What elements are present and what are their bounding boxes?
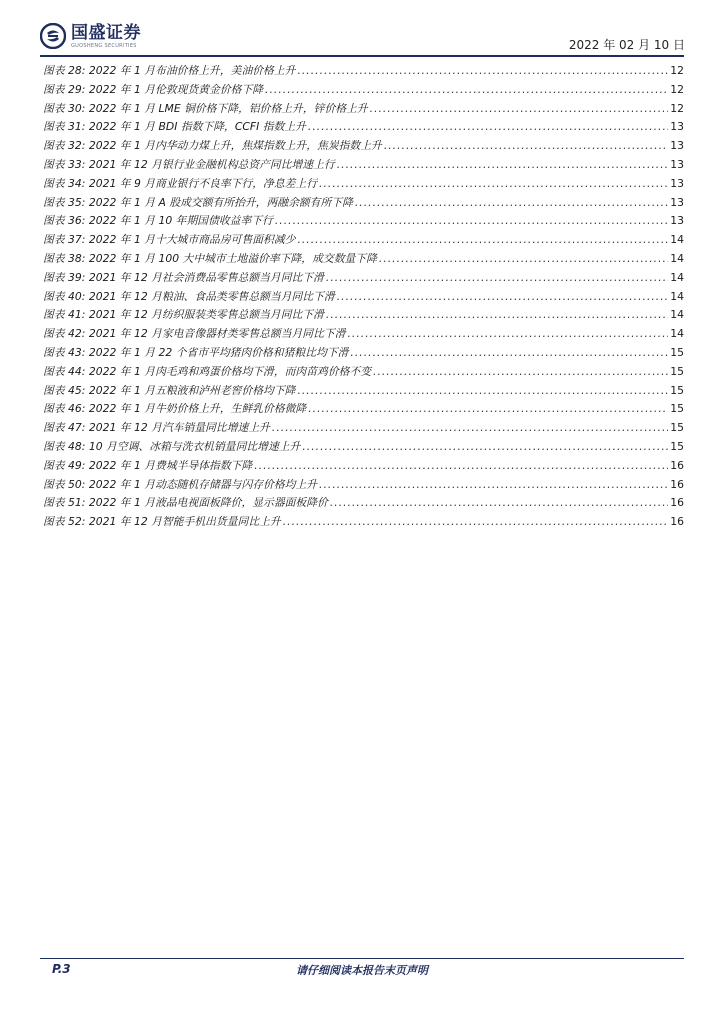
toc-entry[interactable]: [43, 383, 684, 402]
toc-leader-dots: [275, 214, 668, 227]
toc-entry-page: 15: [670, 364, 684, 378]
toc-entry-label: 图表 33: 2021 年 12 月银行业金融机构总资产同比增速上行: [43, 157, 335, 171]
toc-entry-page: 14: [670, 251, 684, 265]
toc-entry-page: 12: [670, 101, 684, 115]
footer-divider: [40, 958, 684, 959]
toc-entry-page: 13: [670, 120, 684, 134]
toc-entry-page: 15: [670, 439, 684, 453]
toc-entry[interactable]: [43, 251, 684, 270]
toc-entry-page: 15: [670, 383, 684, 397]
toc-leader-dots: [370, 102, 669, 115]
toc-entry-page: 15: [670, 402, 684, 416]
toc-entry[interactable]: [43, 495, 684, 514]
toc-entry[interactable]: [43, 63, 684, 82]
toc-entry-page: 15: [670, 421, 684, 435]
toc-leader-dots: [348, 327, 669, 340]
toc-leader-dots: [272, 421, 668, 434]
toc-leader-dots: [384, 139, 668, 152]
toc-entry-label: 图表 36: 2022 年 1 月 10 年期国债收益率下行: [43, 214, 273, 228]
toc-entry-label: 图表 46: 2022 年 1 月牛奶价格上升，生鲜乳价格微降: [43, 402, 307, 416]
toc-entry-label: 图表 48: 10 月空调、冰箱与洗衣机销量同比增速上升: [43, 439, 301, 453]
toc-leader-dots: [302, 440, 668, 453]
toc-entry-page: 13: [670, 195, 684, 209]
toc-entry-label: 图表 52: 2021 年 12 月智能手机出货量同比上升: [43, 515, 281, 529]
toc-entry[interactable]: [43, 157, 684, 176]
toc-entry[interactable]: [43, 439, 684, 458]
toc-entry-page: 14: [670, 327, 684, 341]
toc-entry-label: 图表 50: 2022 年 1 月动态随机存储器与闪存价格均上升: [43, 477, 318, 491]
toc-entry[interactable]: [43, 82, 684, 101]
toc-leader-dots: [308, 402, 668, 415]
toc-entry-label: 图表 30: 2022 年 1 月 LME 铜价格下降，铝价格上升，锌价格上升: [43, 101, 368, 115]
toc-entry[interactable]: [43, 138, 684, 157]
toc-entry-label: 图表 47: 2021 年 12 月汽车销量同比增速上升: [43, 421, 270, 435]
toc-entry-page: 14: [670, 270, 684, 284]
page-number: P.3: [52, 962, 71, 976]
toc-entry-page: 16: [670, 458, 684, 472]
toc-entry[interactable]: [43, 420, 684, 439]
toc-entry-page: 13: [670, 139, 684, 153]
toc-leader-dots: [297, 64, 668, 77]
toc-entry[interactable]: [43, 307, 684, 326]
toc-entry-page: 14: [670, 308, 684, 322]
toc-entry[interactable]: [43, 289, 684, 308]
toc-entry-label: 图表 28: 2022 年 1 月布油价格上升，美油价格上升: [43, 64, 296, 77]
toc-entry-label: 图表 31: 2022 年 1 月 BDI 指数下降，CCFI 指数上升: [43, 120, 306, 134]
toc-entry-label: 图表 42: 2021 年 12 月家电音像器材类零售总额当月同比下滑: [43, 327, 346, 341]
toc-entry-page: 12: [670, 64, 684, 77]
footer-disclaimer: 请仔细阅读本报告末页声明: [296, 964, 428, 977]
toc-entry[interactable]: [43, 213, 684, 232]
toc-entry-label: 图表 34: 2021 年 9 月商业银行不良率下行，净息差上行: [43, 176, 318, 190]
toc-entry-label: 图表 37: 2022 年 1 月十大城市商品房可售面积减少: [43, 233, 296, 247]
toc-leader-dots: [326, 308, 668, 321]
toc-entry-page: 13: [670, 176, 684, 190]
toc-leader-dots: [297, 233, 668, 246]
toc-entry-label: 图表 29: 2022 年 1 月伦敦现货黄金价格下降: [43, 82, 264, 96]
toc-entry-label: 图表 51: 2022 年 1 月液晶电视面板降价，显示器面板降价: [43, 496, 328, 510]
toc-entry-label: 图表 43: 2022 年 1 月 22 个省市平均猪肉价格和猪粮比均下滑: [43, 345, 349, 359]
toc-entry[interactable]: [43, 270, 684, 289]
toc-entry-page: 16: [670, 477, 684, 491]
toc-leader-dots: [337, 158, 669, 171]
toc-entry[interactable]: [43, 119, 684, 138]
company-logo-icon: [40, 23, 66, 49]
toc-leader-dots: [330, 496, 668, 509]
toc-leader-dots: [355, 196, 668, 209]
toc-entry-label: 图表 39: 2021 年 12 月社会消费品零售总额当月同比下滑: [43, 270, 324, 284]
toc-entry-label: 图表 44: 2022 年 1 月肉毛鸡和鸡蛋价格均下滑，而肉苗鸡价格不变: [43, 364, 372, 378]
toc-entry-label: 图表 41: 2021 年 12 月纺织服装类零售总额当月同比下滑: [43, 308, 324, 322]
toc-entry[interactable]: [43, 514, 684, 533]
toc-entry[interactable]: [43, 345, 684, 364]
toc-leader-dots: [350, 346, 668, 359]
toc-entry-page: 14: [670, 233, 684, 247]
report-date: 2022 年 02 月 10 日: [568, 38, 685, 52]
toc-entry-page: 16: [670, 515, 684, 529]
toc-entry[interactable]: [43, 232, 684, 251]
toc-entry[interactable]: [43, 458, 684, 477]
toc-leader-dots: [319, 177, 668, 190]
toc-leader-dots: [297, 384, 668, 397]
toc-entry-label: 图表 38: 2022 年 1 月 100 大中城市土地溢价率下降，成交数量下降: [43, 251, 377, 265]
toc-leader-dots: [326, 271, 668, 284]
company-logo: [40, 22, 141, 50]
toc-leader-dots: [308, 120, 668, 133]
figure-index: [43, 63, 684, 533]
toc-entry[interactable]: [43, 401, 684, 420]
toc-entry[interactable]: [43, 326, 684, 345]
page-header: [0, 0, 724, 58]
toc-entry[interactable]: [43, 176, 684, 195]
toc-leader-dots: [319, 478, 668, 491]
toc-entry-page: 14: [670, 289, 684, 303]
header-divider: [40, 55, 684, 57]
toc-entry[interactable]: [43, 195, 684, 214]
toc-leader-dots: [373, 365, 668, 378]
toc-entry-label: 图表 32: 2022 年 1 月内华动力煤上升，焦煤指数上升，焦炭指数上升: [43, 139, 382, 153]
toc-entry-page: 13: [670, 157, 684, 171]
logo-text: 国盛证券: [71, 22, 141, 43]
toc-leader-dots: [283, 515, 669, 528]
toc-leader-dots: [265, 83, 668, 96]
logo-subtext: GUOSHENG SECURITIES: [71, 42, 137, 49]
toc-entry-page: 13: [670, 214, 684, 228]
toc-entry[interactable]: [43, 364, 684, 383]
toc-entry-label: 图表 35: 2022 年 1 月 A 股成交额有所抬升，两融余额有所下降: [43, 195, 353, 209]
toc-entry-page: 12: [670, 82, 684, 96]
toc-entry-label: 图表 49: 2022 年 1 月费城半导体指数下降: [43, 458, 253, 472]
toc-entry-label: 图表 40: 2021 年 12 月粮油、食品类零售总额当月同比下滑: [43, 289, 335, 303]
toc-entry[interactable]: [43, 477, 684, 496]
toc-leader-dots: [254, 459, 668, 472]
toc-entry[interactable]: [43, 101, 684, 120]
toc-leader-dots: [379, 252, 668, 265]
toc-leader-dots: [337, 290, 669, 303]
toc-entry-label: 图表 45: 2022 年 1 月五粮液和泸州老窖价格均下降: [43, 383, 296, 397]
toc-entry-page: 16: [670, 496, 684, 510]
toc-entry-page: 15: [670, 345, 684, 359]
